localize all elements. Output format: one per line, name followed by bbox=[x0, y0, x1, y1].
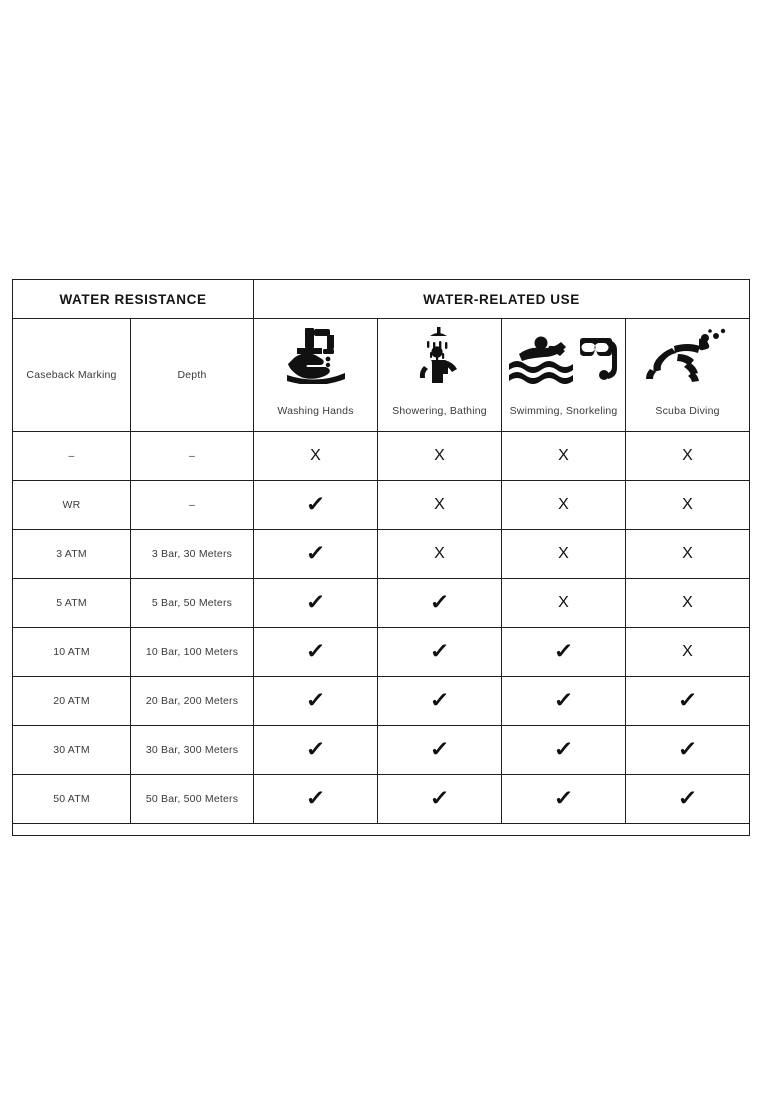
mark-glyph: ✓ bbox=[305, 590, 326, 614]
row-mark-washing-hands bbox=[254, 726, 378, 775]
mark-glyph: ✓ bbox=[429, 590, 450, 614]
row-marking: WR bbox=[13, 481, 131, 530]
use-column-label-showering-bathing: Showering, Bathing bbox=[378, 391, 502, 432]
row-mark-scuba bbox=[626, 530, 750, 579]
row-depth: 5 Bar, 50 Meters bbox=[131, 579, 254, 628]
row-mark-washing-hands bbox=[254, 530, 378, 579]
row-mark-showering bbox=[378, 775, 502, 824]
use-column-icon-cell bbox=[254, 319, 378, 392]
row-mark-swimming bbox=[502, 579, 626, 628]
row-mark-showering bbox=[378, 628, 502, 677]
mark-glyph: X bbox=[434, 496, 445, 513]
table-row bbox=[13, 481, 750, 530]
row-marking: 5 ATM bbox=[13, 579, 131, 628]
mark-glyph: X bbox=[558, 545, 569, 562]
mark-glyph: X bbox=[434, 545, 445, 562]
row-depth: 50 Bar, 500 Meters bbox=[131, 775, 254, 824]
column-header-caseback-marking: Caseback Marking bbox=[13, 319, 131, 432]
mark-glyph: ✓ bbox=[305, 688, 326, 712]
row-depth: 3 Bar, 30 Meters bbox=[131, 530, 254, 579]
row-depth: – bbox=[131, 432, 254, 481]
row-marking: 30 ATM bbox=[13, 726, 131, 775]
mark-glyph: ✓ bbox=[429, 786, 450, 810]
mark-glyph: X bbox=[558, 496, 569, 513]
table-row bbox=[13, 579, 750, 628]
row-marking: 50 ATM bbox=[13, 775, 131, 824]
table-row bbox=[13, 432, 750, 481]
swimmer-snorkel-mask-icon bbox=[502, 324, 625, 386]
mark-glyph: ✓ bbox=[677, 786, 698, 810]
table-row bbox=[13, 628, 750, 677]
mark-glyph: ✓ bbox=[305, 492, 326, 516]
scuba-diver-icon bbox=[626, 324, 749, 386]
group-header-row bbox=[13, 280, 750, 319]
mark-glyph: X bbox=[558, 594, 569, 611]
mark-glyph: ✓ bbox=[429, 737, 450, 761]
faucet-washing-hands-icon bbox=[254, 324, 377, 386]
table-bottom-strip bbox=[12, 824, 750, 836]
use-column-label-swimming-snorkeling: Swimming, Snorkeling bbox=[502, 391, 626, 432]
mark-glyph: X bbox=[682, 545, 693, 562]
row-mark-swimming bbox=[502, 775, 626, 824]
row-mark-swimming bbox=[502, 628, 626, 677]
group-header-water-related-use: WATER-RELATED USE bbox=[254, 280, 750, 319]
row-mark-showering bbox=[378, 726, 502, 775]
row-mark-scuba bbox=[626, 677, 750, 726]
row-mark-scuba bbox=[626, 579, 750, 628]
row-marking: – bbox=[13, 432, 131, 481]
row-mark-showering bbox=[378, 481, 502, 530]
use-column-label-washing-hands: Washing Hands bbox=[254, 391, 378, 432]
use-column-icon-cell bbox=[626, 319, 750, 392]
mark-glyph: ✓ bbox=[553, 786, 574, 810]
row-mark-swimming bbox=[502, 481, 626, 530]
row-mark-washing-hands bbox=[254, 628, 378, 677]
mark-glyph: ✓ bbox=[677, 688, 698, 712]
mark-glyph: ✓ bbox=[429, 639, 450, 663]
row-depth: – bbox=[131, 481, 254, 530]
use-column-icon-cell bbox=[378, 319, 502, 392]
row-mark-showering bbox=[378, 579, 502, 628]
row-mark-scuba bbox=[626, 432, 750, 481]
row-marking: 10 ATM bbox=[13, 628, 131, 677]
mark-glyph: X bbox=[434, 447, 445, 464]
table-row bbox=[13, 726, 750, 775]
use-column-label-scuba-diving: Scuba Diving bbox=[626, 391, 750, 432]
mark-glyph: ✓ bbox=[677, 737, 698, 761]
row-mark-showering bbox=[378, 530, 502, 579]
row-mark-washing-hands bbox=[254, 579, 378, 628]
row-mark-washing-hands bbox=[254, 677, 378, 726]
group-header-water-resistance: WATER RESISTANCE bbox=[13, 280, 254, 319]
row-mark-scuba bbox=[626, 628, 750, 677]
row-mark-washing-hands bbox=[254, 775, 378, 824]
row-mark-swimming bbox=[502, 530, 626, 579]
mark-glyph: ✓ bbox=[553, 737, 574, 761]
mark-glyph: X bbox=[558, 447, 569, 464]
mark-glyph: X bbox=[682, 447, 693, 464]
mark-glyph: ✓ bbox=[305, 639, 326, 663]
mark-glyph: X bbox=[310, 447, 321, 464]
row-marking: 20 ATM bbox=[13, 677, 131, 726]
row-depth: 30 Bar, 300 Meters bbox=[131, 726, 254, 775]
row-mark-swimming bbox=[502, 726, 626, 775]
row-mark-scuba bbox=[626, 481, 750, 530]
icon-row bbox=[13, 319, 750, 392]
row-mark-swimming bbox=[502, 677, 626, 726]
mark-glyph: X bbox=[682, 496, 693, 513]
mark-glyph: ✓ bbox=[305, 737, 326, 761]
mark-glyph: X bbox=[682, 594, 693, 611]
water-resistance-table bbox=[12, 279, 750, 824]
mark-glyph: ✓ bbox=[305, 541, 326, 565]
table-row bbox=[13, 530, 750, 579]
shower-person-icon bbox=[378, 324, 501, 386]
mark-glyph: ✓ bbox=[553, 688, 574, 712]
row-mark-washing-hands bbox=[254, 432, 378, 481]
row-depth: 10 Bar, 100 Meters bbox=[131, 628, 254, 677]
row-depth: 20 Bar, 200 Meters bbox=[131, 677, 254, 726]
mark-glyph: ✓ bbox=[429, 688, 450, 712]
row-mark-showering bbox=[378, 432, 502, 481]
mark-glyph: ✓ bbox=[553, 639, 574, 663]
mark-glyph: ✓ bbox=[305, 786, 326, 810]
use-column-icon-cell bbox=[502, 319, 626, 392]
row-mark-washing-hands bbox=[254, 481, 378, 530]
table-row bbox=[13, 775, 750, 824]
table-row bbox=[13, 677, 750, 726]
row-mark-scuba bbox=[626, 726, 750, 775]
water-resistance-chart bbox=[12, 279, 750, 836]
mark-glyph: X bbox=[682, 643, 693, 660]
row-mark-showering bbox=[378, 677, 502, 726]
row-mark-scuba bbox=[626, 775, 750, 824]
column-header-depth: Depth bbox=[131, 319, 254, 432]
row-marking: 3 ATM bbox=[13, 530, 131, 579]
row-mark-swimming bbox=[502, 432, 626, 481]
